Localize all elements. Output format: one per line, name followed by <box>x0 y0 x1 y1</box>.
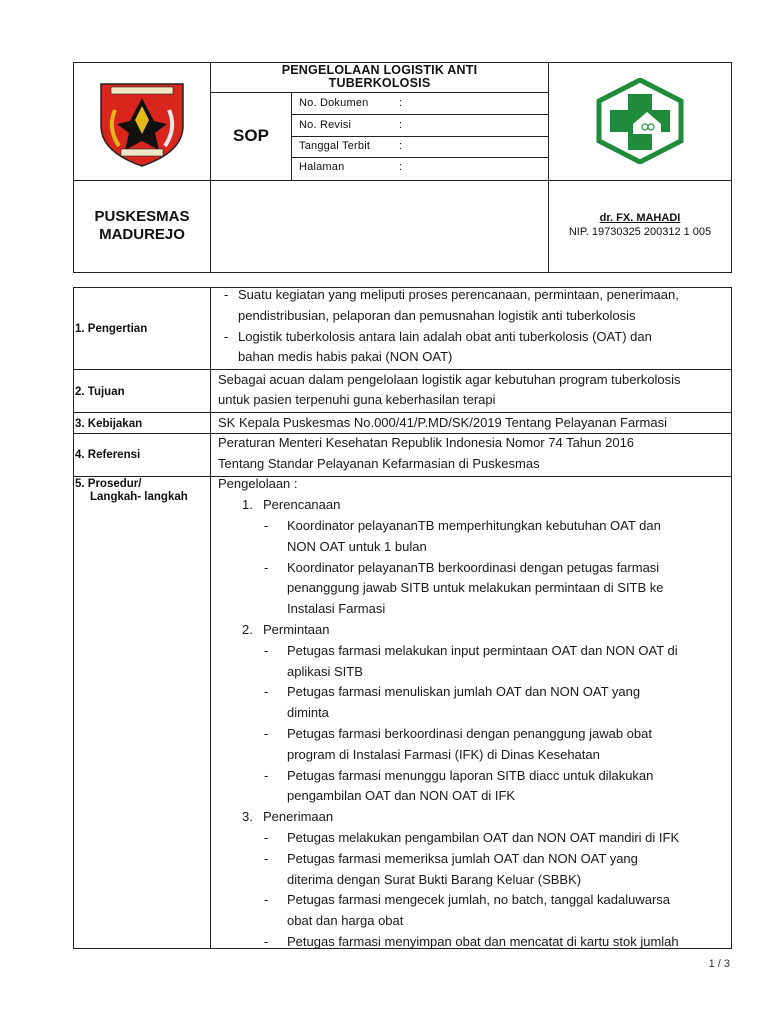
label-tujuan: 2. Tujuan <box>75 386 125 398</box>
prosedur-line: pengambilan OAT dan NON OAT di IFK <box>287 788 516 803</box>
prosedur-line: Petugas farmasi memeriksa jumlah OAT dan NON OAT yang <box>287 851 638 866</box>
prosedur-line: diterima dengan Surat Bukti Barang Keluar (SBBK) <box>287 872 582 887</box>
regency-emblem-icon <box>97 76 187 168</box>
prosedur-line: program di Instalasi Farmasi (IFK) di Dinas Kesehatan <box>287 747 600 762</box>
prosedur-line: Koordinator pelayananTB berkoordinasi dengan petugas farmasi <box>287 560 660 575</box>
prosedur-line: Petugas farmasi menyimpan obat dan mencatat di kartu stok jumlah <box>287 934 679 949</box>
meta-label-no-revisi: No. Revisi <box>299 119 352 131</box>
referensi-line-1: Peraturan Menteri Kesehatan Republik Indonesia Nomor 74 Tahun 2016 <box>218 435 635 450</box>
title-line-1: PENGELOLAAN LOGISTIK ANTI <box>281 63 478 77</box>
bullet-dash: - <box>264 643 269 658</box>
meta-label-tanggal-terbit: Tanggal Terbit <box>299 140 371 152</box>
label-prosedur-line-1: 5. Prosedur/ <box>75 478 142 490</box>
meta-colon: : <box>399 119 403 131</box>
doctor-name: dr. FX. MAHADI <box>599 212 681 224</box>
prosedur-line: Petugas farmasi melakukan input permintaan OAT dan NON OAT di <box>287 643 678 658</box>
page-title <box>211 64 548 90</box>
bullet-dash: - <box>264 768 269 783</box>
tujuan-line-2: untuk pasien terpenuhi guna keberhasilan terapi <box>218 392 496 407</box>
bullet-dash: - <box>264 684 269 699</box>
bullet-dash: - <box>224 287 229 302</box>
bullet-dash: - <box>224 329 229 344</box>
bullet-dash: - <box>264 726 269 741</box>
meta-colon: : <box>399 161 403 173</box>
pengertian-line-1: Suatu kegiatan yang meliputi proses perencanaan, permintaan, penerimaan, <box>238 287 679 302</box>
bullet-dash: - <box>264 934 269 949</box>
pengertian-line-4: bahan medis habis pakai (NON OAT) <box>238 349 453 364</box>
title-line-2: TUBERKOLOSIS <box>328 76 431 90</box>
prosedur-line: penanggung jawab SITB untuk melakukan permintaan di SITB ke <box>287 580 664 595</box>
step-number: 1. <box>242 497 253 512</box>
step-title-penerimaan: Penerimaan <box>263 809 334 824</box>
prosedur-line: obat dan harga obat <box>287 913 404 928</box>
step-title-permintaan: Permintaan <box>263 622 330 637</box>
meta-colon: : <box>399 140 403 152</box>
pengertian-line-3: Logistik tuberkolosis antara lain adalah obat anti tuberkolosis (OAT) dan <box>238 329 652 344</box>
label-prosedur <box>75 478 188 504</box>
prosedur-line: diminta <box>287 705 329 720</box>
bullet-dash: - <box>264 851 269 866</box>
puskesmas-name <box>74 208 210 244</box>
puskesmas-cross-icon <box>595 78 685 164</box>
prosedur-line: NON OAT untuk 1 bulan <box>287 539 427 554</box>
prosedur-intro: Pengelolaan : <box>218 476 298 491</box>
pengertian-line-2: pendistribusian, pelaporan dan pemusnahan logistik anti tuberkolosis <box>238 308 636 323</box>
meta-colon: : <box>399 97 403 109</box>
bullet-dash: - <box>264 830 269 845</box>
prosedur-line: Instalasi Farmasi <box>287 601 386 616</box>
bullet-dash: - <box>264 560 269 575</box>
doctor-nip: NIP. 19730325 200312 1 005 <box>568 226 712 238</box>
prosedur-line: Petugas farmasi mengecek jumlah, no batch, tanggal kadaluwarsa <box>287 892 670 907</box>
label-prosedur-line-2: Langkah- langkah <box>90 491 188 503</box>
prosedur-line: Petugas melakukan pengambilan OAT dan NON OAT mandiri di IFK <box>287 830 680 845</box>
page-number: 1 / 3 <box>708 958 730 970</box>
kebijakan-line-1: SK Kepala Puskesmas No.000/41/P.MD/SK/2019 Tentang Pelayanan Farmasi <box>218 415 668 430</box>
puskesmas-line-1: PUSKESMAS <box>94 208 190 225</box>
prosedur-line: Koordinator pelayananTB memperhitungkan kebutuhan OAT dan <box>287 518 661 533</box>
prosedur-line: aplikasi SITB <box>287 664 363 679</box>
step-number: 3. <box>242 809 253 824</box>
step-title-perencanaan: Perencanaan <box>263 497 341 512</box>
puskesmas-line-2: MADUREJO <box>99 226 185 243</box>
bullet-dash: - <box>264 892 269 907</box>
meta-label-no-dokumen: No. Dokumen <box>299 97 369 109</box>
referensi-line-2: Tentang Standar Pelayanan Kefarmasian di Puskesmas <box>218 456 540 471</box>
meta-label-halaman: Halaman <box>299 161 345 173</box>
label-kebijakan: 3. Kebijakan <box>75 418 143 430</box>
label-referensi: 4. Referensi <box>75 449 141 461</box>
prosedur-line: Petugas farmasi menuliskan jumlah OAT dan NON OAT yang <box>287 684 641 699</box>
step-number: 2. <box>242 622 253 637</box>
label-pengertian: 1. Pengertian <box>75 323 148 335</box>
prosedur-line: Petugas farmasi berkoordinasi dengan penanggung jawab obat <box>287 726 652 741</box>
prosedur-line: Petugas farmasi menunggu laporan SITB diacc untuk dilakukan <box>287 768 654 783</box>
bullet-dash: - <box>264 518 269 533</box>
tujuan-line-1: Sebagai acuan dalam pengelolaan logistik agar kebutuhan program tuberkolosis <box>218 372 681 387</box>
sop-label: SOP <box>233 126 269 145</box>
